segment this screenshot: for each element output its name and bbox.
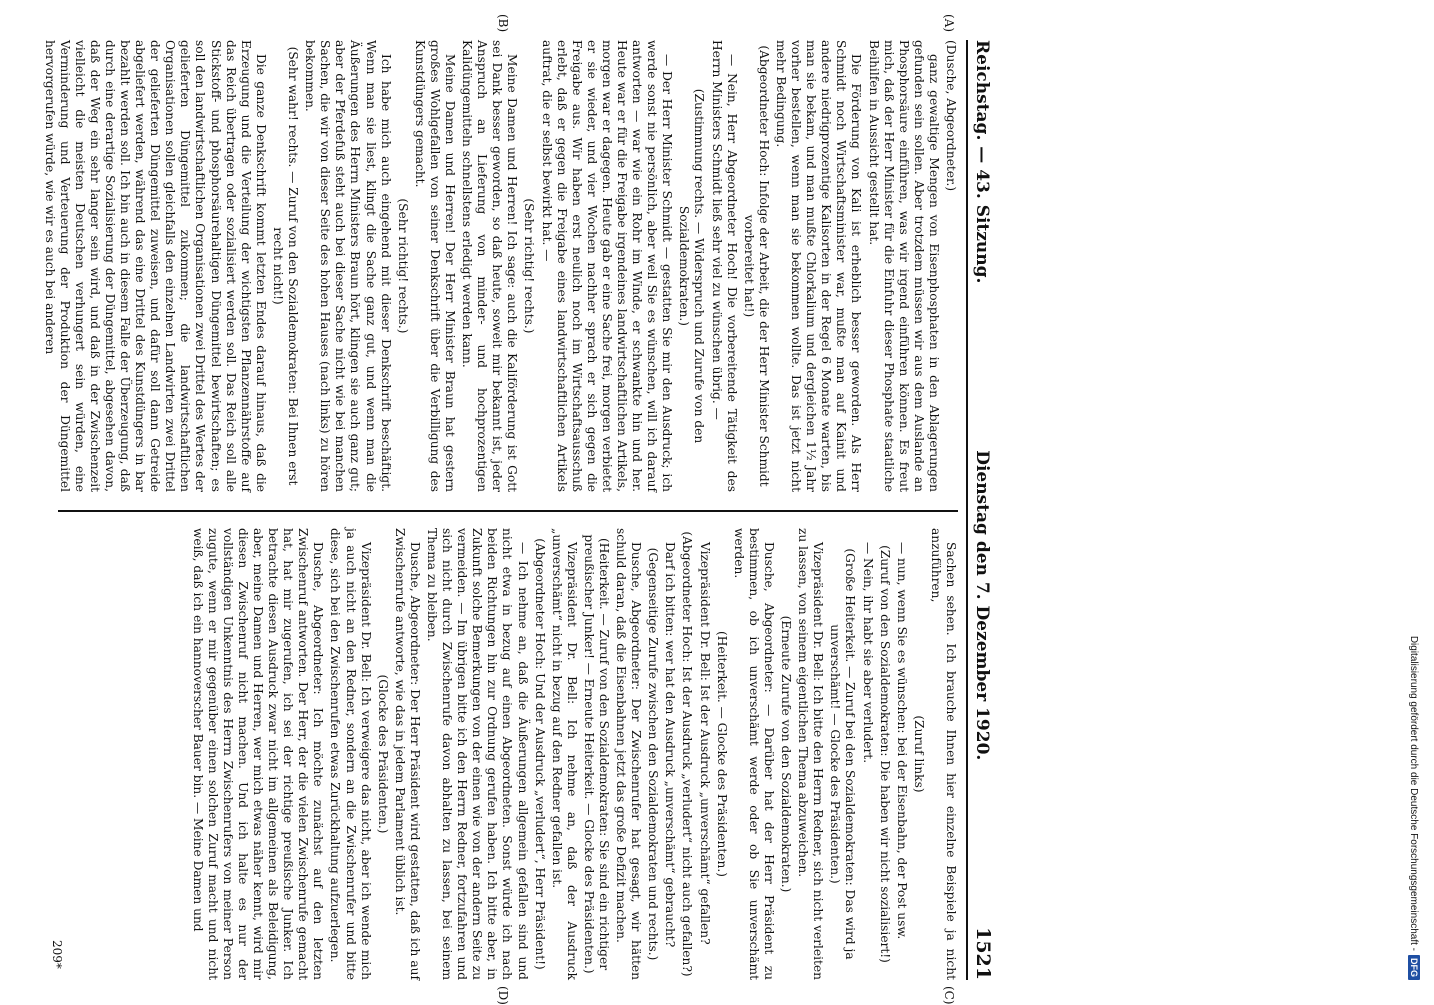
margin-marker-a: (A)	[942, 14, 956, 33]
footnote-marker: 209*	[50, 940, 64, 969]
digitization-credit	[1405, 10, 1423, 980]
page-header	[966, 40, 1000, 980]
right-column-paragraph: (Zuruf von den Sozialdemokraten: Die haben wir nicht sozialisiert!)	[877, 545, 892, 963]
margin-marker-d: (D)	[496, 986, 510, 1005]
right-column-paragraph: Dusche, Abgeordneter: Der Zwischenrufer hat gesagt, wir hätten schuld daran, daß die Eisenbahnen jetzt das große Defizit machen.	[614, 528, 644, 980]
right-column-paragraph: (Erneute Zurufe von den Sozialdemokraten.)	[779, 615, 794, 893]
right-column-paragraph: Dusche, Abgeordneter: Ich möchte zunächst auf den letzten Zwischenruf antworten. Der Herr, der die vielen Zwischenrufe gemacht hat, hat mir zugerufen, ich sei der richtige preußische Junker. Ich betrachte diesen Ausdruck zwar nicht im allgemeinen als Beleidigung, aber, meine Damen und Herren, wer mich etwas näher kennt, wird mir diesen Zwischenruf nicht machen. Und ich halte es nur der vollständigen Unkenntnis des Herrn Zwischenrufers von meiner Person zugute, wenn er mir gegenüber einen solchen Zuruf macht und nicht weiß, daß ich ein hannoverscher Bauer bin. — Meine Damen und	[190, 528, 326, 980]
credit-text: Digitalisierung gefördert durch die Deutsche Forschungsgemeinschaft -	[1408, 635, 1420, 951]
column-divider	[58, 510, 958, 512]
left-column-paragraph: (Abgeordneter Hoch: Infolge der Arbeit, die der Herr Minister Schmidt vorbereitet hat!)	[741, 45, 771, 487]
margin-marker-b: (B)	[496, 14, 510, 33]
left-column-paragraph: — Nein, Herr Abgeordneter Hoch! Die vorbereitende Tätigkeit des Herrn Ministers Schmidt ließ sehr viel zu wünschen übrig. —	[709, 40, 739, 492]
right-column-paragraph: Sachen sehen. Ich brauche Ihnen hier einzelne Beispiele ja nicht anzuführen,	[928, 528, 958, 980]
right-column	[58, 528, 958, 980]
margin-marker-c: (C)	[942, 986, 956, 1005]
page-number: 1521	[972, 927, 994, 980]
left-column-paragraph: Die Förderung von Kali ist erheblich besser geworden. Als Herr Schmidt noch Wirtschaftsminister war, mußte man auf Kainit und andere niedrigprozentige Kalisorten in der Regel 6 Monate warten, bis man sie bekam, und man mußte Chlorkalium und dergleichen 1½ Jahr vorher bestellen, wenn man sie bekommen wollte. Das ist jetzt nicht mehr Bedingung.	[773, 40, 864, 492]
left-column-paragraph: (Zustimmung rechts. — Widerspruch und Zurufe von den Sozialdemokraten.)	[677, 88, 707, 444]
left-column-paragraph: Ich habe mich auch eingehend mit dieser Denkschrift beschäftigt. Wenn man sie liest, klingt die Sache ganz gut, und wenn man die Äußerungen des Herrn Ministers Braun hört, klingen sie auch ganz gut; aber der Pferdefuß steht auch bei dieser Sache nicht wie bei manchen Sachen, die wir von dieser Seite des hohen Hauses (nach links) zu hören bekommen.	[303, 40, 393, 492]
right-column-paragraph: Vizepräsident Dr. Bell: Ich verweigere das nicht, aber ich wende mich ja auch nicht an den Redner, sondern an die Zwischenrufer und bitte diese, sich bei den Zwischenrufen etwas Zurückhaltung aufzuerlegen.	[328, 528, 373, 980]
page-scan	[0, 14, 1000, 1005]
right-column-paragraph: Darf ich bitten: wer hat den Ausdruck „unverschämt“ gebraucht?	[663, 542, 678, 948]
right-column-paragraph: (Abgeordneter Hoch: Ist der Ausdruck „verludert“ nicht auch gefallen?)	[680, 531, 695, 977]
left-column-paragraph: (Sehr richtig! rechts.)	[395, 198, 410, 334]
left-column-paragraph: (Sehr richtig! rechts.)	[522, 198, 537, 334]
right-column-paragraph: (Heiterkeit. — Zuruf von den Sozialdemokraten: Sie sind ein richtiger preußischer Junker! — Erneute Heiterkeit. — Glocke des Präsidenten.)	[581, 534, 612, 974]
left-column-paragraph: (Dusche, Abgeordneter.)	[944, 40, 958, 192]
left-column-paragraph: Die ganze Denkschrift kommt letzten Endes darauf hinaus, daß die Erzeugung und die Verteilung der wichtigsten Pflanzennährstoffe auf das Reich übertragen oder sozialisiert werden soll. Das Reich soll alle Stickstoff- und phosphorsäurehaltigen Düngemittel bewirtschaften; es soll den landwirtschaftlichen Organisationen zwei Drittel des Wertes der gelieferten Düngemittel zukommen; die landwirtschaftlichen Organisationen sollen gleichfalls den einzelnen Landwirten zwei Drittel der gelieferten Düngemittel zuweisen, und dafür soll dann Getreide abgeliefert werden, während das eine Drittel des Kunstdüngers in bar bezahlt werden soll. Ich bin auch in diesem Falle der Überzeugung, daß durch eine derartige Sozialisierung der Düngemittel, abgesehen davon, daß der Weg ein sehr langer sein wird, und daß in der Zwischenzeit vielleicht die meisten Deutschen verhungert sein würden, eine Verminderung und Verteuerung der Produktion der Düngemittel hervorgerufen würde, wie wir es auch bei anderen	[42, 40, 268, 492]
right-column-paragraph: — nun, wenn Sie es wünschen: bei der Eisenbahn, der Post usw.	[894, 542, 909, 940]
right-column-paragraph: — Ich nehme an, daß die Äußerungen allgemein gefallen sind und nicht etwa in bezug auf einen Abgeordneten. Sonst würde ich nach beiden Richtungen hin zur Ordnung gerufen haben. Ich bitte aber, in Zukunft solche Bemerkungen von der einen wie von der andern Seite zu vermeiden. — Im übrigen bitte ich den Herrn Redner, fortzufahren und sich nicht durch Zwischenrufe davon abhalten zu lassen, bei seinem Thema zu bleiben.	[425, 528, 530, 980]
left-column-paragraph: — Der Herr Minister Schmidt — gestatten Sie mir den Ausdruck; ich werde sonst nie persönlich, aber weil Sie es wünschen, will ich darauf antworten — war wie ein Rohr im Winde, er schwankte hin und her. Heute war er für die Freigabe irgendeines landwirtschaftlichen Artikels, morgen war er dagegen. Heute gab er eine Sache frei, morgen verbietet er sie wieder, und vier Wochen nachher sprach er sich gegen die Freigabe aus. Wir haben erst neulich noch im Wirtschaftsausschuß erlebt, daß er gegen die Freigabe eines landwirtschaftlichen Artikels auftrat, die er selbst bewirkt hat. —	[539, 40, 675, 492]
dfg-logo: DFG	[1408, 955, 1420, 980]
right-column-paragraph: Vizepräsident Dr. Bell: Ich nehme an, daß der Ausdruck „unverschämt“ nicht in bezug auf den Redner gefallen ist.	[549, 528, 579, 980]
right-column-paragraph: (Heiterkeit. — Glocke des Präsidenten.)	[714, 631, 729, 877]
right-column-paragraph: (Abgeordneter Hoch: Und der Ausdruck „verludert“, Herr Präsident!)	[532, 538, 547, 970]
right-column-paragraph: (Zuruf links)	[911, 715, 926, 793]
right-column-paragraph: Vizepräsident Dr. Bell: Ist der Ausdruck „unverschämt“ gefallen?	[697, 542, 712, 945]
left-column-paragraph: ganz gewaltige Mengen von Eisenphosphaten in den Ablagerungen gefunden sein sollen. Aber trotzdem müssen wir aus dem Auslande an Phosphorsäure einführen, was wir irgend einführen können. Es freut mich, daß der Herr Minister für die Einfuhr dieser Phosphate staatliche Beihilfen in Aussicht gestellt hat.	[866, 40, 941, 492]
left-column	[42, 40, 958, 492]
left-column-paragraph: (Sehr wahr! rechts. — Zuruf von den Sozialdemokraten: Bei Ihnen erst recht nicht!)	[270, 46, 301, 486]
right-column-paragraph: Vizepräsident Dr. Bell: Ich bitte den Herrn Redner, sich nicht verleiten zu lassen, von seinem eigentlichen Thema abzuweichen.	[796, 528, 826, 980]
right-column-paragraph: (Glocke des Präsidenten.)	[375, 674, 390, 834]
left-column-paragraph: Meine Damen und Herren! Ich sage: auch die Kaliförderung ist Gott sei Dank besser geworden, so daß heute, soweit mir bekannt ist, jeder Anspruch an Lieferung von minder- und hochprozentigen Kalidüngemitteln schnellstens erledigt werden kann.	[460, 40, 520, 492]
right-column-paragraph: Dusche, Abgeordneter: Der Herr Präsident wird gestatten, daß ich auf Zwischenrufe antworte, wie das in jedem Parlament üblich ist.	[392, 528, 422, 980]
left-column-paragraph: Meine Damen und Herren! Der Herr Minister Braun hat gestern großes Wohlgefallen von seiner Denkschrift über die Verbilligung des Kunstdüngers gemacht.	[412, 40, 457, 492]
right-column-paragraph: (Große Heiterkeit. — Zuruf bei den Sozialdemokraten: Das wird ja unverschämt! — Glocke des Präsidenten.)	[828, 548, 858, 960]
right-column-paragraph: — Nein, ihr habt sie aber verludert.	[860, 542, 875, 764]
right-column-paragraph: Dusche, Abgeordneter: — Darüber hat der Herr Präsident zu bestimmen, ob ich unverschämt werde oder ob Sie unverschämt werden.	[731, 528, 776, 980]
header-left: Reichstag. — 43. Sitzung.	[972, 40, 992, 284]
right-column-paragraph: (Gegenseitige Zurufe zwischen den Sozialdemokraten und rechts.)	[646, 547, 661, 961]
header-date: Dienstag den 7. Dezember 1920.	[972, 450, 992, 761]
